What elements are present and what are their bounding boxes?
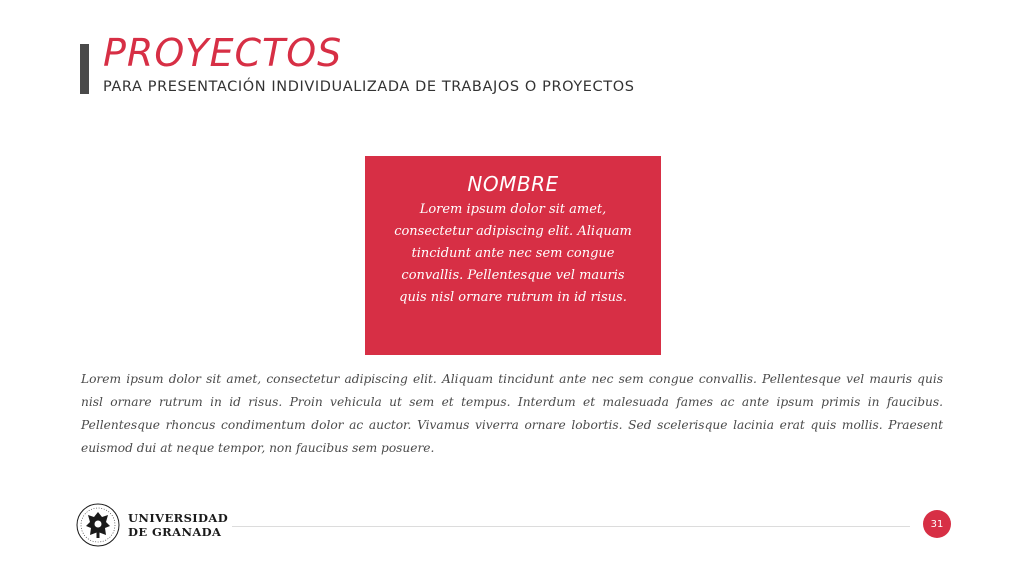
logo-line-2: DE GRANADA — [128, 525, 222, 539]
footer-divider — [232, 526, 910, 527]
name-card — [365, 156, 661, 355]
card-text: Lorem ipsum dolor sit amet, consectetur adipiscing elit. Aliquam tincidunt ante nec sem congue convallis. Pellentesque vel mauris quis nisl ornare rutrum in id risus. — [394, 202, 632, 305]
university-logo — [76, 503, 228, 547]
page-title: PROYECTOS — [103, 31, 343, 75]
university-name — [128, 511, 228, 539]
logo-line-1: UNIVERSIDAD — [128, 511, 229, 525]
card-name: NOMBRE — [467, 172, 559, 196]
body-paragraph: Lorem ipsum dolor sit amet, consectetur adipiscing elit. Aliquam tincidunt ante nec sem congue convallis. Pellentesque vel mauris quis nisl ornare rutrum in id risus. Proin vehicula ut sem et tempus. Interdum et malesuada fames ac ante ipsum primis in faucibus. Pellentesque rhoncus condimentum dolor ac auctor. Vivamus viverra ornare lobortis. Sed scelerisque lacinia erat quis mollis. Praesent euismod dui at neque tempor, non faucibus sem posuere. — [81, 372, 943, 455]
university-seal-icon — [76, 503, 120, 547]
page-subtitle: PARA PRESENTACIÓN INDIVIDUALIZADA DE TRABAJOS O PROYECTOS — [103, 79, 635, 95]
title-accent-bar — [80, 44, 89, 94]
page-number-badge: 31 — [923, 510, 951, 538]
